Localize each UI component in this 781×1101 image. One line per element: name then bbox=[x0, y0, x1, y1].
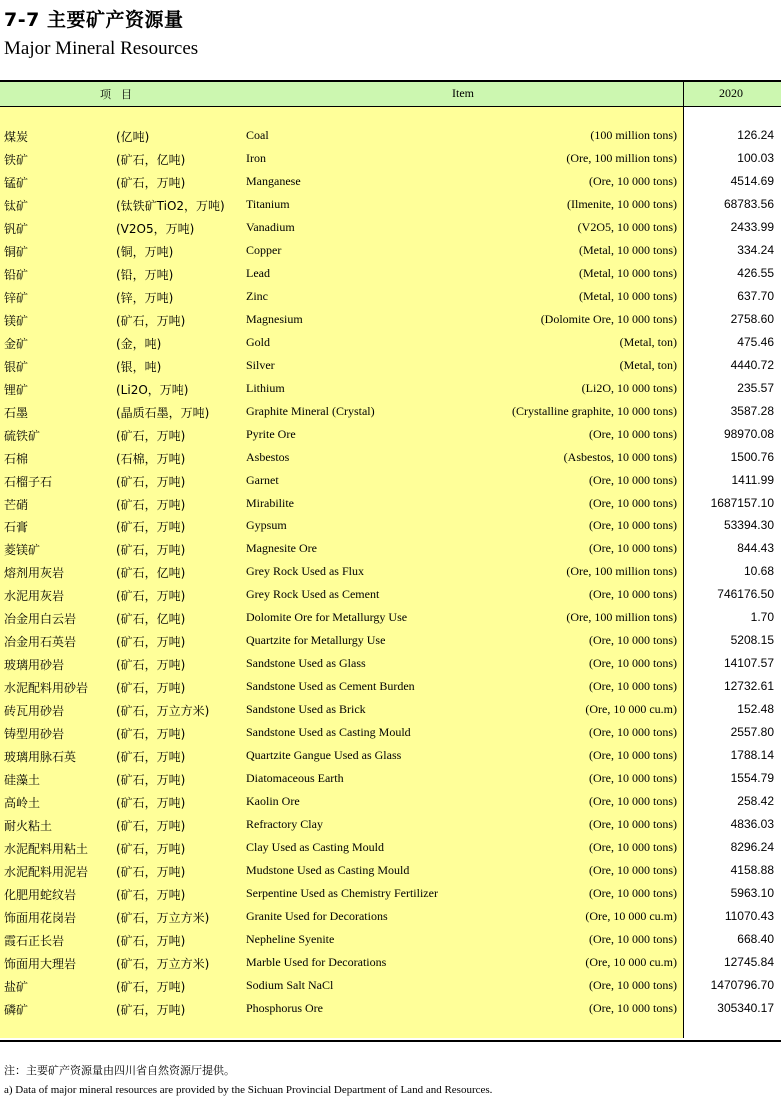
mineral-name-en: Zinc bbox=[246, 288, 268, 303]
mineral-name-cn: 铁矿 bbox=[4, 152, 29, 167]
value-2020: 1788.14 bbox=[730, 748, 774, 763]
mineral-name-en: Sandstone Used as Cement Burden bbox=[246, 679, 415, 694]
unit-cn: (矿石，万吨) bbox=[116, 543, 186, 558]
unit-en: (Ore, 10 000 tons) bbox=[589, 817, 677, 832]
unit-cn: (矿石，万吨) bbox=[116, 773, 186, 788]
mineral-name-cn: 石膏 bbox=[4, 520, 29, 535]
value-2020: 8296.24 bbox=[730, 840, 774, 855]
unit-cn: (矿石，万吨) bbox=[116, 819, 186, 834]
unit-cn: (矿石，亿吨) bbox=[116, 612, 186, 627]
value-2020: 1411.99 bbox=[731, 472, 774, 487]
unit-en: (Ore, 10 000 tons) bbox=[589, 472, 677, 487]
unit-en: (Metal, 10 000 tons) bbox=[579, 242, 677, 257]
mineral-name-cn: 霞石正长岩 bbox=[4, 933, 65, 948]
value-2020: 98970.08 bbox=[723, 426, 774, 441]
unit-en: (Ore, 10 000 tons) bbox=[589, 771, 677, 786]
unit-en: (Metal, 10 000 tons) bbox=[579, 288, 677, 303]
unit-en: (Ore, 10 000 tons) bbox=[589, 863, 677, 878]
unit-cn: (矿石，万吨) bbox=[116, 796, 186, 811]
unit-cn: (矿石，万吨) bbox=[116, 635, 186, 650]
value-2020: 334.24 bbox=[737, 242, 774, 257]
value-2020: 4158.88 bbox=[730, 863, 774, 878]
unit-cn: (晶质石墨，万吨) bbox=[116, 405, 210, 420]
mineral-name-en: Silver bbox=[246, 357, 275, 372]
value-2020: 12745.84 bbox=[723, 954, 774, 969]
mineral-name-en: Lithium bbox=[246, 380, 285, 395]
table-row bbox=[0, 587, 781, 610]
mineral-name-en: Iron bbox=[246, 150, 266, 165]
table-row bbox=[0, 794, 781, 817]
unit-en: (Ore, 100 million tons) bbox=[566, 150, 677, 165]
mineral-name-cn: 耐火粘土 bbox=[4, 819, 53, 834]
mineral-name-en: Sodium Salt NaCl bbox=[246, 977, 334, 992]
mineral-name-cn: 水泥用灰岩 bbox=[4, 589, 65, 604]
header-item-cn: 项目 bbox=[100, 88, 142, 101]
mineral-name-en: Copper bbox=[246, 242, 282, 257]
unit-en: (Ore, 10 000 cu.m) bbox=[585, 954, 677, 969]
table-row bbox=[0, 496, 781, 519]
table-row bbox=[0, 886, 781, 909]
value-2020: 305340.17 bbox=[717, 1000, 774, 1015]
unit-en: (Ore, 10 000 tons) bbox=[589, 541, 677, 556]
unit-cn: (矿石，万吨) bbox=[116, 681, 186, 696]
value-2020: 235.57 bbox=[737, 380, 774, 395]
unit-cn: (矿石，万吨) bbox=[116, 474, 186, 489]
mineral-name-cn: 硫铁矿 bbox=[4, 428, 41, 443]
unit-cn: (矿石，万吨) bbox=[116, 428, 186, 443]
unit-en: (Ore, 10 000 tons) bbox=[589, 679, 677, 694]
table-row bbox=[0, 473, 781, 496]
mineral-name-en: Lead bbox=[246, 265, 270, 280]
mineral-name-cn: 水泥配料用砂岩 bbox=[4, 681, 89, 696]
unit-en: (Li2O, 10 000 tons) bbox=[581, 380, 677, 395]
unit-cn: (铅，万吨) bbox=[116, 267, 174, 282]
mineral-name-en: Grey Rock Used as Cement bbox=[246, 587, 380, 602]
table-row bbox=[0, 564, 781, 587]
mineral-name-en: Titanium bbox=[246, 196, 290, 211]
value-2020: 100.03 bbox=[737, 150, 774, 165]
unit-cn: (矿石，万吨) bbox=[116, 842, 186, 857]
header-year: 2020 bbox=[719, 86, 743, 100]
value-2020: 53394.30 bbox=[723, 518, 774, 533]
mineral-name-cn: 铸型用砂岩 bbox=[4, 727, 65, 742]
mineral-name-cn: 银矿 bbox=[4, 359, 29, 374]
mineral-name-cn: 玻璃用砂岩 bbox=[4, 658, 65, 673]
mineral-name-cn: 冶金用白云岩 bbox=[4, 612, 77, 627]
value-2020: 426.55 bbox=[737, 265, 774, 280]
table-row bbox=[0, 427, 781, 450]
table-row bbox=[0, 518, 781, 541]
value-2020: 668.40 bbox=[737, 931, 774, 946]
unit-cn: (矿石，万吨) bbox=[116, 750, 186, 765]
unit-cn: (亿吨) bbox=[116, 130, 150, 144]
unit-cn: (金，吨) bbox=[116, 336, 162, 351]
unit-cn: (石棉，万吨) bbox=[116, 451, 186, 466]
unit-cn: (矿石，万吨) bbox=[116, 865, 186, 880]
table-row bbox=[0, 128, 781, 151]
value-2020: 12732.61 bbox=[723, 679, 774, 694]
table-row bbox=[0, 610, 781, 633]
unit-cn: (矿石，万立方米) bbox=[116, 956, 210, 971]
unit-en: (Ore, 100 million tons) bbox=[566, 610, 677, 625]
unit-en: (Ore, 10 000 tons) bbox=[589, 495, 677, 510]
unit-en: (Ore, 10 000 tons) bbox=[589, 725, 677, 740]
unit-en: (Ore, 10 000 cu.m) bbox=[585, 908, 677, 923]
mineral-name-en: Marble Used for Decorations bbox=[246, 954, 387, 969]
value-2020: 11070.43 bbox=[724, 908, 774, 923]
mineral-name-en: Coal bbox=[246, 128, 269, 142]
value-2020: 2758.60 bbox=[730, 311, 774, 326]
mineral-name-en: Pyrite Ore bbox=[246, 426, 296, 441]
table-row bbox=[0, 840, 781, 863]
value-2020: 3587.28 bbox=[730, 403, 774, 418]
table-row bbox=[0, 404, 781, 427]
unit-en: (Ore, 10 000 tons) bbox=[589, 173, 677, 188]
mineral-name-cn: 铜矿 bbox=[4, 244, 29, 259]
unit-en: (Ore, 10 000 tons) bbox=[589, 518, 677, 533]
unit-cn: (矿石，万吨) bbox=[116, 520, 186, 535]
unit-en: (Ore, 10 000 cu.m) bbox=[585, 702, 677, 717]
mineral-name-en: Grey Rock Used as Flux bbox=[246, 564, 364, 579]
unit-en: (Ore, 10 000 tons) bbox=[589, 794, 677, 809]
value-2020: 637.70 bbox=[737, 288, 774, 303]
unit-en: (Ore, 10 000 tons) bbox=[589, 633, 677, 648]
value-2020: 844.43 bbox=[737, 541, 774, 556]
table-row bbox=[0, 909, 781, 932]
value-2020: 68783.56 bbox=[723, 196, 774, 211]
mineral-name-cn: 菱镁矿 bbox=[4, 543, 41, 558]
mineral-name-cn: 饰面用大理岩 bbox=[4, 956, 77, 971]
unit-en: (Metal, 10 000 tons) bbox=[579, 265, 677, 280]
unit-cn: (银，吨) bbox=[116, 359, 162, 374]
mineral-name-cn: 化肥用蛇纹岩 bbox=[4, 888, 77, 902]
table-row bbox=[0, 266, 781, 289]
unit-cn: (锌，万吨) bbox=[116, 290, 174, 305]
table-row bbox=[0, 151, 781, 174]
page-title-en: Major Mineral Resources bbox=[4, 38, 199, 59]
mineral-name-cn: 芒硝 bbox=[4, 497, 29, 512]
mineral-name-en: Asbestos bbox=[246, 449, 290, 464]
unit-cn: (矿石，万吨) bbox=[116, 175, 186, 190]
table-row bbox=[0, 679, 781, 702]
unit-en: (Ore, 10 000 tons) bbox=[589, 426, 677, 441]
table-header bbox=[0, 82, 781, 107]
unit-en: (Ore, 10 000 tons) bbox=[589, 886, 677, 900]
value-2020: 1554.79 bbox=[730, 771, 774, 786]
mineral-name-en: Sandstone Used as Casting Mould bbox=[246, 725, 411, 740]
mineral-name-en: Magnesium bbox=[246, 311, 303, 326]
table-row bbox=[0, 243, 781, 266]
unit-cn: (矿石，亿吨) bbox=[116, 152, 186, 167]
unit-en: (Dolomite Ore, 10 000 tons) bbox=[540, 311, 677, 326]
mineral-name-cn: 锰矿 bbox=[4, 175, 29, 190]
value-2020: 2433.99 bbox=[730, 219, 774, 234]
table-row bbox=[0, 748, 781, 771]
mineral-name-en: Sandstone Used as Glass bbox=[246, 656, 366, 671]
table-row bbox=[0, 1001, 781, 1024]
value-2020: 4514.69 bbox=[730, 173, 774, 188]
unit-en: (Ore, 10 000 tons) bbox=[589, 840, 677, 855]
unit-en: (Ore, 10 000 tons) bbox=[589, 931, 677, 946]
mineral-name-cn: 盐矿 bbox=[4, 979, 29, 994]
mineral-name-cn: 磷矿 bbox=[4, 1002, 29, 1017]
unit-en: (Ilmenite, 10 000 tons) bbox=[567, 196, 677, 211]
mineral-name-cn: 钒矿 bbox=[4, 221, 29, 236]
mineral-name-en: Graphite Mineral (Crystal) bbox=[246, 403, 375, 418]
mineral-name-cn: 钛矿 bbox=[4, 198, 29, 213]
mineral-name-cn: 冶金用石英岩 bbox=[4, 635, 77, 650]
value-2020: 475.46 bbox=[737, 334, 774, 349]
mineral-name-cn: 石棉 bbox=[4, 451, 29, 466]
unit-en: (Ore, 10 000 tons) bbox=[589, 977, 677, 992]
mineral-name-cn: 石榴子石 bbox=[4, 474, 53, 489]
mineral-name-en: Granite Used for Decorations bbox=[246, 908, 388, 923]
value-2020: 2557.80 bbox=[730, 725, 774, 740]
unit-en: (100 million tons) bbox=[590, 128, 677, 142]
unit-cn: (钛铁矿TiO2，万吨) bbox=[116, 198, 225, 213]
table-row bbox=[0, 656, 781, 679]
table-row bbox=[0, 289, 781, 312]
mineral-name-cn: 玻璃用脉石英 bbox=[4, 750, 77, 765]
mineral-name-en: Magnesite Ore bbox=[246, 541, 317, 556]
table-row bbox=[0, 932, 781, 955]
unit-en: (Metal, ton) bbox=[619, 357, 677, 372]
mineral-name-en: Clay Used as Casting Mould bbox=[246, 840, 384, 855]
unit-en: (Crystalline graphite, 10 000 tons) bbox=[512, 403, 677, 418]
table-row bbox=[0, 978, 781, 1001]
table-row bbox=[0, 197, 781, 220]
unit-en: (Ore, 100 million tons) bbox=[566, 564, 677, 579]
table-row bbox=[0, 702, 781, 725]
mineral-name-cn: 水泥配料用粘土 bbox=[4, 842, 89, 857]
footnote-en: a) Data of major mineral resources are provided by the Sichuan Provincial Department of Land and Resources. bbox=[4, 1084, 493, 1096]
mineral-name-en: Garnet bbox=[246, 472, 279, 487]
mineral-name-cn: 锌矿 bbox=[4, 290, 29, 305]
mineral-name-en: Dolomite Ore for Metallurgy Use bbox=[246, 610, 408, 625]
unit-en: (Ore, 10 000 tons) bbox=[589, 1000, 677, 1015]
unit-en: (V2O5, 10 000 tons) bbox=[577, 219, 677, 234]
unit-cn: (矿石，万立方米) bbox=[116, 704, 210, 719]
value-2020: 1687157.10 bbox=[710, 495, 774, 510]
mineral-name-cn: 石墨 bbox=[4, 405, 29, 420]
unit-cn: (矿石，万吨) bbox=[116, 933, 186, 948]
mineral-name-cn: 砖瓦用砂岩 bbox=[4, 704, 65, 719]
mineral-name-en: Sandstone Used as Brick bbox=[246, 702, 366, 717]
footnote-cn: 注：主要矿产资源量由四川省自然资源厅提供。 bbox=[4, 1064, 235, 1077]
value-2020: 258.42 bbox=[737, 794, 774, 809]
table-row bbox=[0, 220, 781, 243]
mineral-name-cn: 煤炭 bbox=[4, 130, 29, 144]
mineral-name-cn: 饰面用花岗岩 bbox=[4, 910, 77, 925]
mineral-name-cn: 高岭土 bbox=[4, 796, 41, 811]
mineral-name-en: Kaolin Ore bbox=[246, 794, 300, 809]
unit-cn: (矿石，万吨) bbox=[116, 888, 186, 902]
mineral-name-cn: 铅矿 bbox=[4, 267, 29, 282]
mineral-name-cn: 熔剂用灰岩 bbox=[4, 566, 65, 581]
value-2020: 126.24 bbox=[737, 128, 774, 142]
mineral-name-en: Nepheline Syenite bbox=[246, 931, 335, 946]
unit-cn: (矿石，万吨) bbox=[116, 497, 186, 512]
mineral-name-cn: 硅藻土 bbox=[4, 773, 41, 788]
value-2020: 1.70 bbox=[750, 610, 774, 625]
value-2020: 5208.15 bbox=[730, 633, 774, 648]
value-2020: 746176.50 bbox=[717, 587, 774, 602]
table-row bbox=[0, 633, 781, 656]
table-row bbox=[0, 863, 781, 886]
mineral-name-en: Phosphorus Ore bbox=[246, 1000, 323, 1015]
mineral-name-en: Quartzite Gangue Used as Glass bbox=[246, 748, 402, 763]
mineral-name-en: Manganese bbox=[246, 173, 301, 188]
page-title-cn: 7-7 主要矿产资源量 bbox=[4, 9, 184, 31]
mineral-name-en: Quartzite for Metallurgy Use bbox=[246, 633, 386, 648]
table-row bbox=[0, 541, 781, 564]
table-row bbox=[0, 335, 781, 358]
table-row bbox=[0, 817, 781, 840]
table-row bbox=[0, 174, 781, 197]
unit-cn: (矿石，万吨) bbox=[116, 979, 186, 994]
mineral-name-en: Gypsum bbox=[246, 518, 287, 533]
mineral-resources-table bbox=[0, 80, 781, 1042]
table-row bbox=[0, 725, 781, 748]
value-2020: 1500.76 bbox=[730, 449, 774, 464]
unit-cn: (V2O5，万吨) bbox=[116, 221, 195, 236]
mineral-name-en: Mirabilite bbox=[246, 495, 294, 510]
unit-cn: (矿石，万吨) bbox=[116, 589, 186, 604]
mineral-name-cn: 水泥配料用泥岩 bbox=[4, 865, 89, 880]
table-row bbox=[0, 312, 781, 335]
unit-en: (Ore, 10 000 tons) bbox=[589, 587, 677, 602]
table-row bbox=[0, 358, 781, 381]
unit-en: (Metal, ton) bbox=[619, 334, 677, 349]
table-row bbox=[0, 955, 781, 978]
value-2020: 4836.03 bbox=[730, 817, 774, 832]
mineral-name-cn: 锂矿 bbox=[4, 382, 29, 397]
unit-cn: (矿石，万吨) bbox=[116, 313, 186, 328]
value-2020: 5963.10 bbox=[730, 886, 774, 900]
mineral-name-en: Serpentine Used as Chemistry Fertilizer bbox=[246, 886, 438, 900]
unit-cn: (矿石，万吨) bbox=[116, 727, 186, 742]
mineral-name-en: Vanadium bbox=[246, 219, 295, 234]
header-item-en: Item bbox=[452, 86, 474, 100]
value-2020: 4440.72 bbox=[730, 357, 774, 372]
mineral-name-en: Gold bbox=[246, 334, 270, 349]
unit-cn: (矿石，万立方米) bbox=[116, 910, 210, 925]
table-row bbox=[0, 771, 781, 794]
mineral-name-en: Refractory Clay bbox=[246, 817, 323, 832]
unit-en: (Asbestos, 10 000 tons) bbox=[563, 449, 677, 464]
mineral-name-cn: 金矿 bbox=[4, 336, 29, 351]
unit-cn: (矿石，亿吨) bbox=[116, 566, 186, 581]
mineral-name-cn: 镁矿 bbox=[4, 313, 29, 328]
value-2020: 152.48 bbox=[737, 702, 774, 717]
mineral-name-en: Mudstone Used as Casting Mould bbox=[246, 863, 410, 878]
value-2020: 1470796.70 bbox=[710, 977, 774, 992]
value-2020: 10.68 bbox=[743, 564, 774, 579]
mineral-name-en: Diatomaceous Earth bbox=[246, 771, 344, 786]
unit-en: (Ore, 10 000 tons) bbox=[589, 748, 677, 763]
table-row bbox=[0, 450, 781, 473]
unit-cn: (Li2O，万吨) bbox=[116, 382, 189, 397]
table-row bbox=[0, 381, 781, 404]
unit-cn: (铜，万吨) bbox=[116, 244, 174, 259]
unit-cn: (矿石，万吨) bbox=[116, 658, 186, 673]
unit-cn: (矿石，万吨) bbox=[116, 1002, 186, 1017]
value-2020: 14107.57 bbox=[723, 656, 774, 671]
unit-en: (Ore, 10 000 tons) bbox=[589, 656, 677, 671]
